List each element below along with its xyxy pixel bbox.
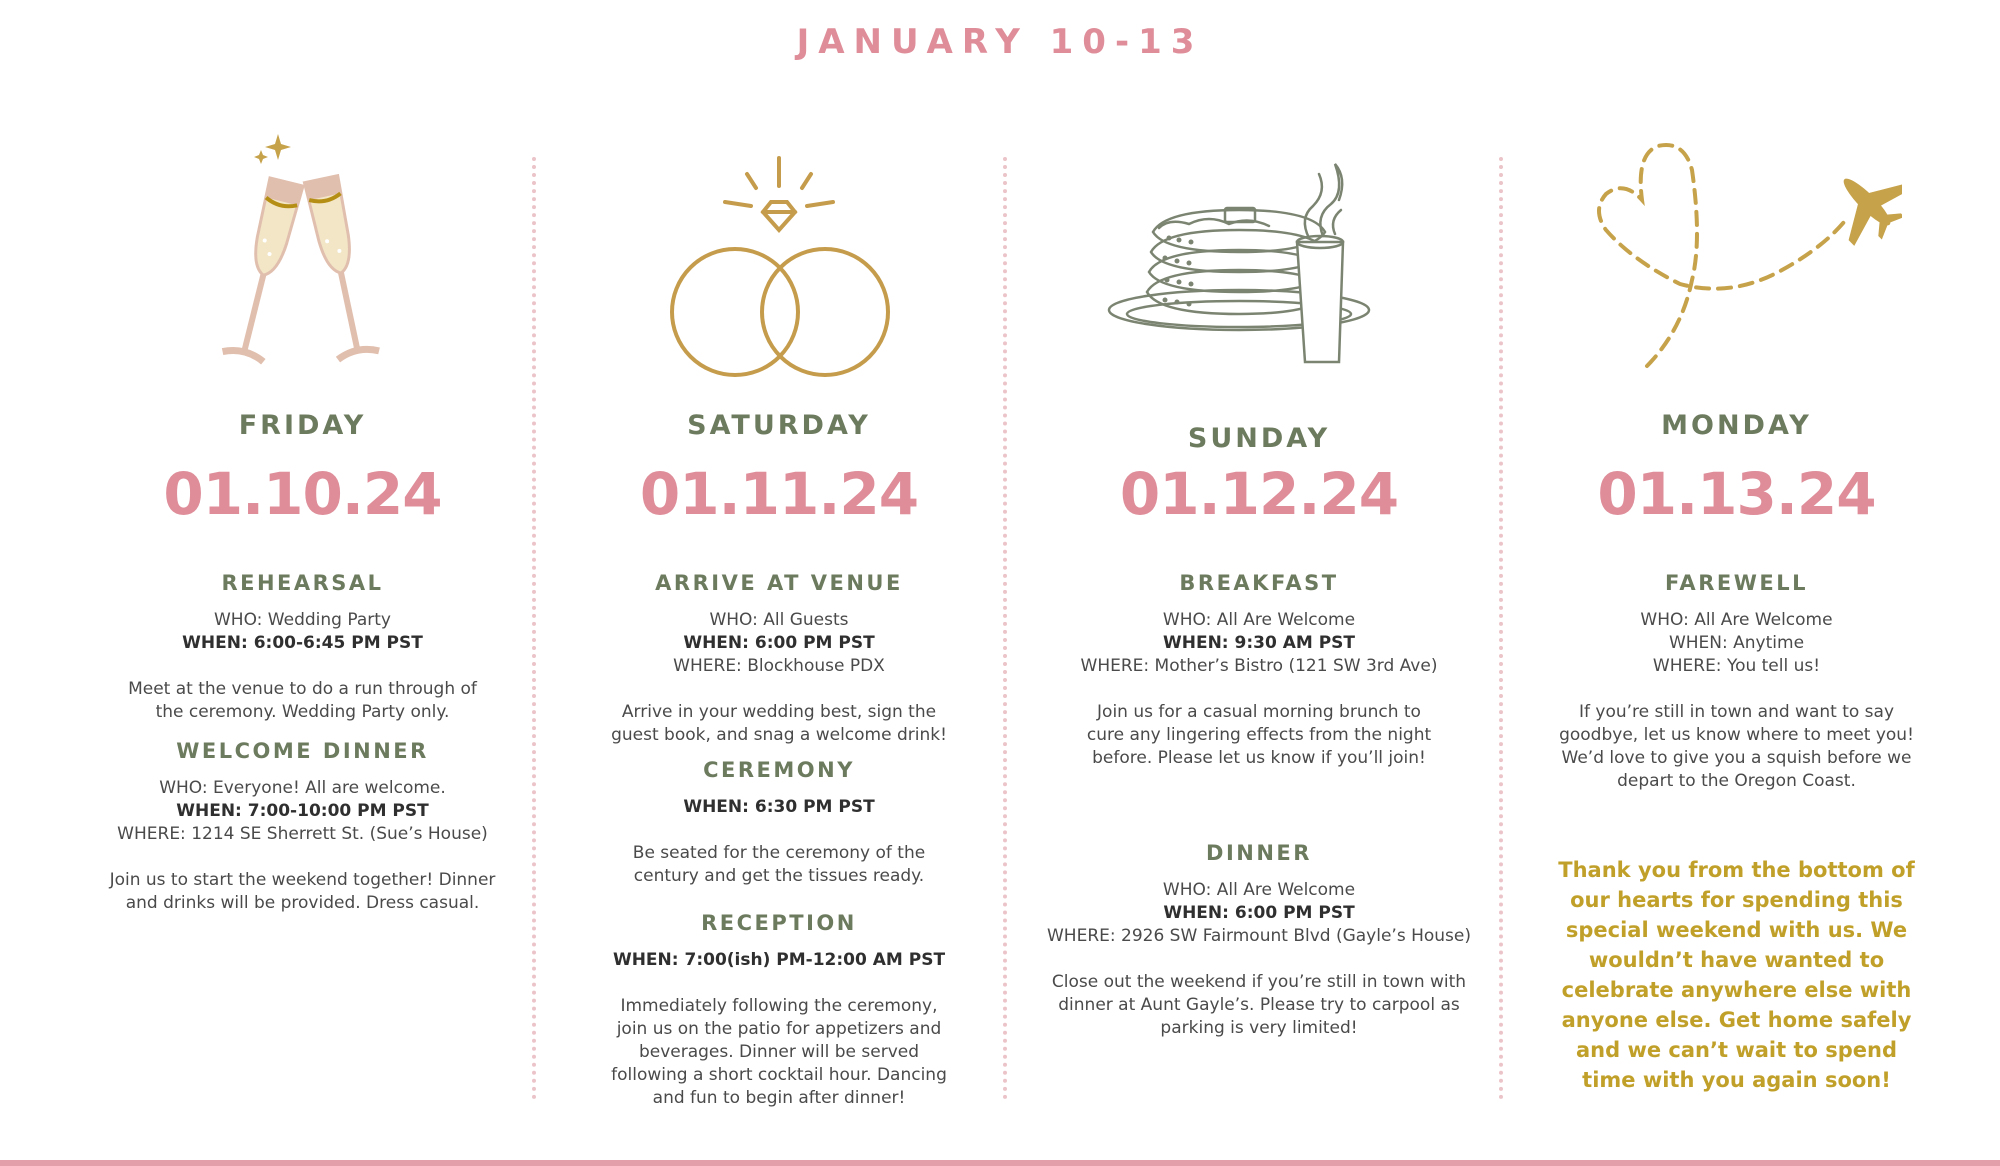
wedding-rings-icon bbox=[548, 130, 1010, 380]
event-welcome-dinner bbox=[85, 738, 520, 915]
event-description: Arrive in your wedding best, sign the guest book, and snag a welcome drink! bbox=[611, 702, 947, 745]
event-breakfast bbox=[1015, 570, 1503, 770]
page-title: JANUARY 10-13 bbox=[796, 22, 1204, 62]
event-arrive-at-venue bbox=[548, 570, 1010, 747]
event-title: ARRIVE AT VENUE bbox=[655, 571, 903, 595]
event-who: WHO: All Guests bbox=[709, 610, 849, 630]
date-label: 01.13.24 bbox=[1597, 460, 1876, 528]
event-who: WHO: All Are Welcome bbox=[1162, 610, 1356, 630]
day-label: SATURDAY bbox=[687, 410, 871, 441]
event-title: WELCOME DINNER bbox=[176, 739, 429, 763]
event-when: WHEN: 6:30 PM PST bbox=[683, 797, 875, 817]
event-who: WHO: All Are Welcome bbox=[1640, 610, 1833, 630]
event-when: WHEN: 6:00 PM PST bbox=[683, 633, 875, 653]
event-description: Join us to start the weekend together! Dinner and drinks will be provided. Dress casual. bbox=[109, 870, 496, 913]
event-when: WHEN: 9:30 AM PST bbox=[1162, 633, 1356, 653]
date-label: 01.10.24 bbox=[163, 460, 442, 528]
event-where: WHERE: You tell us! bbox=[1652, 656, 1821, 676]
day-label: SUNDAY bbox=[1187, 423, 1331, 454]
event-description: Close out the weekend if you’re still in town with dinner at Aunt Gayle’s. Please try to carpool as parking is very limited! bbox=[1051, 972, 1467, 1038]
day-column-friday bbox=[85, 130, 520, 1140]
event-farewell bbox=[1540, 570, 1933, 793]
column-divider bbox=[532, 157, 536, 1100]
event-when: WHEN: 6:00 PM PST bbox=[1163, 903, 1355, 923]
event-title: FAREWELL bbox=[1665, 571, 1808, 595]
thank-you-message: Thank you from the bottom of our hearts for spending this special weekend with us. We wouldn’t have wanted to celebrate anywhere else with anyone else. Get home safely and we can’t wait to spend time with you again soon! bbox=[1558, 858, 1915, 1092]
bottom-border bbox=[0, 1160, 2000, 1166]
event-where: WHERE: 1214 SE Sherrett St. (Sue’s House) bbox=[117, 824, 488, 844]
date-label: 01.12.24 bbox=[1119, 460, 1399, 528]
event-reception bbox=[548, 910, 1010, 1110]
heart-airplane-icon bbox=[1540, 130, 1933, 380]
event-description: Be seated for the ceremony of the century and get the tissues ready. bbox=[632, 843, 926, 886]
event-where: WHERE: Mother’s Bistro (121 SW 3rd Ave) bbox=[1080, 656, 1438, 676]
day-column-saturday bbox=[548, 130, 1010, 1140]
event-when: WHEN: 6:00-6:45 PM PST bbox=[182, 633, 423, 653]
event-when: WHEN: Anytime bbox=[1668, 633, 1805, 653]
event-description: If you’re still in town and want to say goodbye, let us know where to meet you! We’d love to give you a squish before we depart to the Oregon Coast. bbox=[1559, 702, 1914, 791]
event-ceremony bbox=[548, 757, 1010, 888]
event-when: WHEN: 7:00-10:00 PM PST bbox=[176, 801, 429, 821]
event-who: WHO: Everyone! All are welcome. bbox=[159, 778, 446, 798]
champagne-glasses-icon bbox=[85, 130, 520, 380]
event-where: WHERE: 2926 SW Fairmount Blvd (Gayle’s House) bbox=[1047, 926, 1471, 946]
pancakes-coffee-icon bbox=[1015, 130, 1503, 380]
event-title: RECEPTION bbox=[701, 911, 857, 935]
event-title: DINNER bbox=[1206, 841, 1312, 865]
event-description: Immediately following the ceremony, join us on the patio for appetizers and beverages. Dinner will be served following a short cocktail hour. Dancing and fun to begin after dinner! bbox=[611, 996, 947, 1108]
event-when: WHEN: 7:00(ish) PM-12:00 AM PST bbox=[612, 950, 946, 970]
date-label: 01.11.24 bbox=[639, 460, 919, 528]
event-title: BREAKFAST bbox=[1179, 571, 1339, 595]
event-title: REHEARSAL bbox=[221, 571, 384, 595]
day-column-sunday bbox=[1015, 130, 1503, 1140]
day-label: MONDAY bbox=[1661, 410, 1812, 441]
event-rehearsal bbox=[85, 570, 520, 724]
day-column-monday bbox=[1540, 130, 1933, 1140]
event-description: Meet at the venue to do a run through of the ceremony. Wedding Party only. bbox=[128, 679, 477, 722]
event-who: WHO: All Are Welcome bbox=[1162, 880, 1356, 900]
day-label: FRIDAY bbox=[238, 410, 367, 441]
event-title: CEREMONY bbox=[703, 758, 855, 782]
event-dinner bbox=[1015, 840, 1503, 1040]
event-where: WHERE: Blockhouse PDX bbox=[673, 656, 885, 676]
event-who: WHO: Wedding Party bbox=[214, 610, 391, 630]
event-description: Join us for a casual morning brunch to cure any lingering effects from the night before. Please let us know if you’ll join! bbox=[1086, 702, 1432, 768]
